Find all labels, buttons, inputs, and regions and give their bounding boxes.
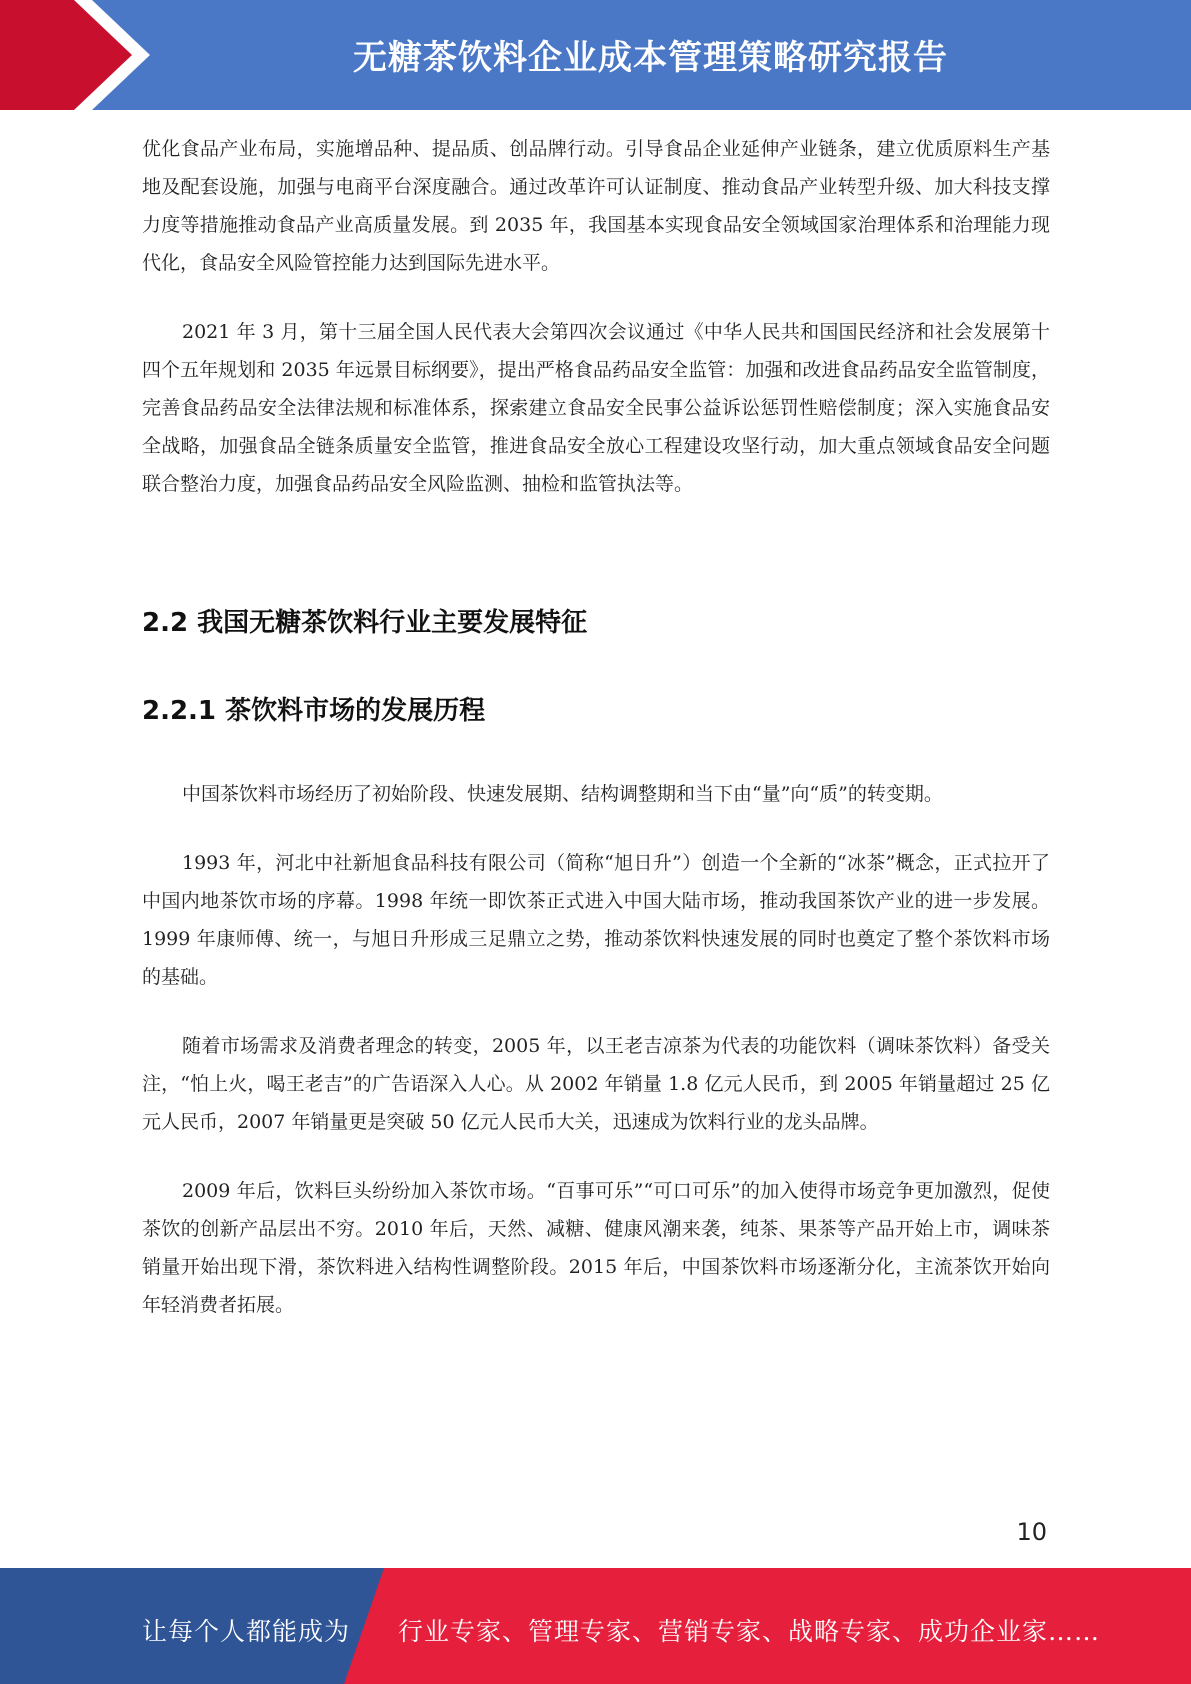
footer-slogan-right: 行业专家、管理专家、营销专家、战略专家、成功企业家……: [398, 1617, 1101, 1646]
page-footer: [0, 1568, 1191, 1684]
subsection-heading: 2.2.1 茶饮料市场的发展历程: [142, 696, 486, 726]
body-paragraph: 2021 年 3 月，第十三届全国人民代表大会第四次会议通过《中华人民共和国国民经济和社会发展第十四个五年规划和 2035 年远景目标纲要》，提出严格食品药品安全监管：加强和改进食品药品安全监管制度，完善食品药品安全法律法规和标准体系，探索建立食品安全民事公益诉讼惩罚性赔偿制度；深入实施食品安全战略，加强食品全链条质量安全监管，推进食品安全放心工程建设攻坚行动，加大重点领域食品安全问题联合整治力度，加强食品药品安全风险监测、抽检和监管执法等。: [142, 321, 1050, 495]
body-paragraph: 中国茶饮料市场经历了初始阶段、快速发展期、结构调整期和当下由“量”向“质”的转变期。: [182, 783, 943, 805]
footer-slogan-left: 让每个人都能成为: [142, 1617, 351, 1646]
body-paragraph: 优化食品产业布局，实施增品种、提品质、创品牌行动。引导食品企业延伸产业链条，建立优质原料生产基地及配套设施，加强与电商平台深度融合。通过改革许可认证制度、推动食品产业转型升级、加大科技支撑力度等措施推动食品产业高质量发展。到 2035 年，我国基本实现食品安全领域国家治理体系和治理能力现代化，食品安全风险管控能力达到国际先进水平。: [142, 138, 1050, 274]
body-paragraph: 1993 年，河北中社新旭食品科技有限公司（简称“旭日升”）创造一个全新的“冰茶”概念，正式拉开了中国内地茶饮市场的序幕。1998 年统一即饮茶正式进入中国大陆市场，推动我国茶饮产业的进一步发展。1999 年康师傅、统一，与旭日升形成三足鼎立之势，推动茶饮料快速发展的同时也奠定了整个茶饮料市场的基础。: [142, 852, 1050, 988]
section-heading: 2.2 我国无糖茶饮料行业主要发展特征: [142, 608, 588, 638]
page-number: 10: [1016, 1518, 1047, 1546]
page-header: [0, 0, 1191, 110]
report-title: 无糖茶饮料企业成本管理策略研究报告: [353, 38, 948, 78]
main-content: [142, 130, 1050, 1324]
body-paragraph: 随着市场需求及消费者理念的转变，2005 年，以王老吉凉茶为代表的功能饮料（调味茶饮料）备受关注，“怕上火，喝王老吉”的广告语深入人心。从 2002 年销量 1.8 亿元人民币，到 2005 年销量超过 25 亿元人民币，2007 年销量更是突破 50 亿元人民币大关，迅速成为饮料行业的龙头品牌。: [142, 1035, 1050, 1133]
body-paragraph: 2009 年后，饮料巨头纷纷加入茶饮市场。“百事可乐”“可口可乐”的加入使得市场竞争更加激烈，促使茶饮的创新产品层出不穷。2010 年后，天然、减糖、健康风潮来袭，纯茶、果茶等产品开始上市，调味茶销量开始出现下滑，茶饮料进入结构性调整阶段。2015 年后，中国茶饮料市场逐渐分化，主流茶饮开始向年轻消费者拓展。: [142, 1180, 1050, 1316]
